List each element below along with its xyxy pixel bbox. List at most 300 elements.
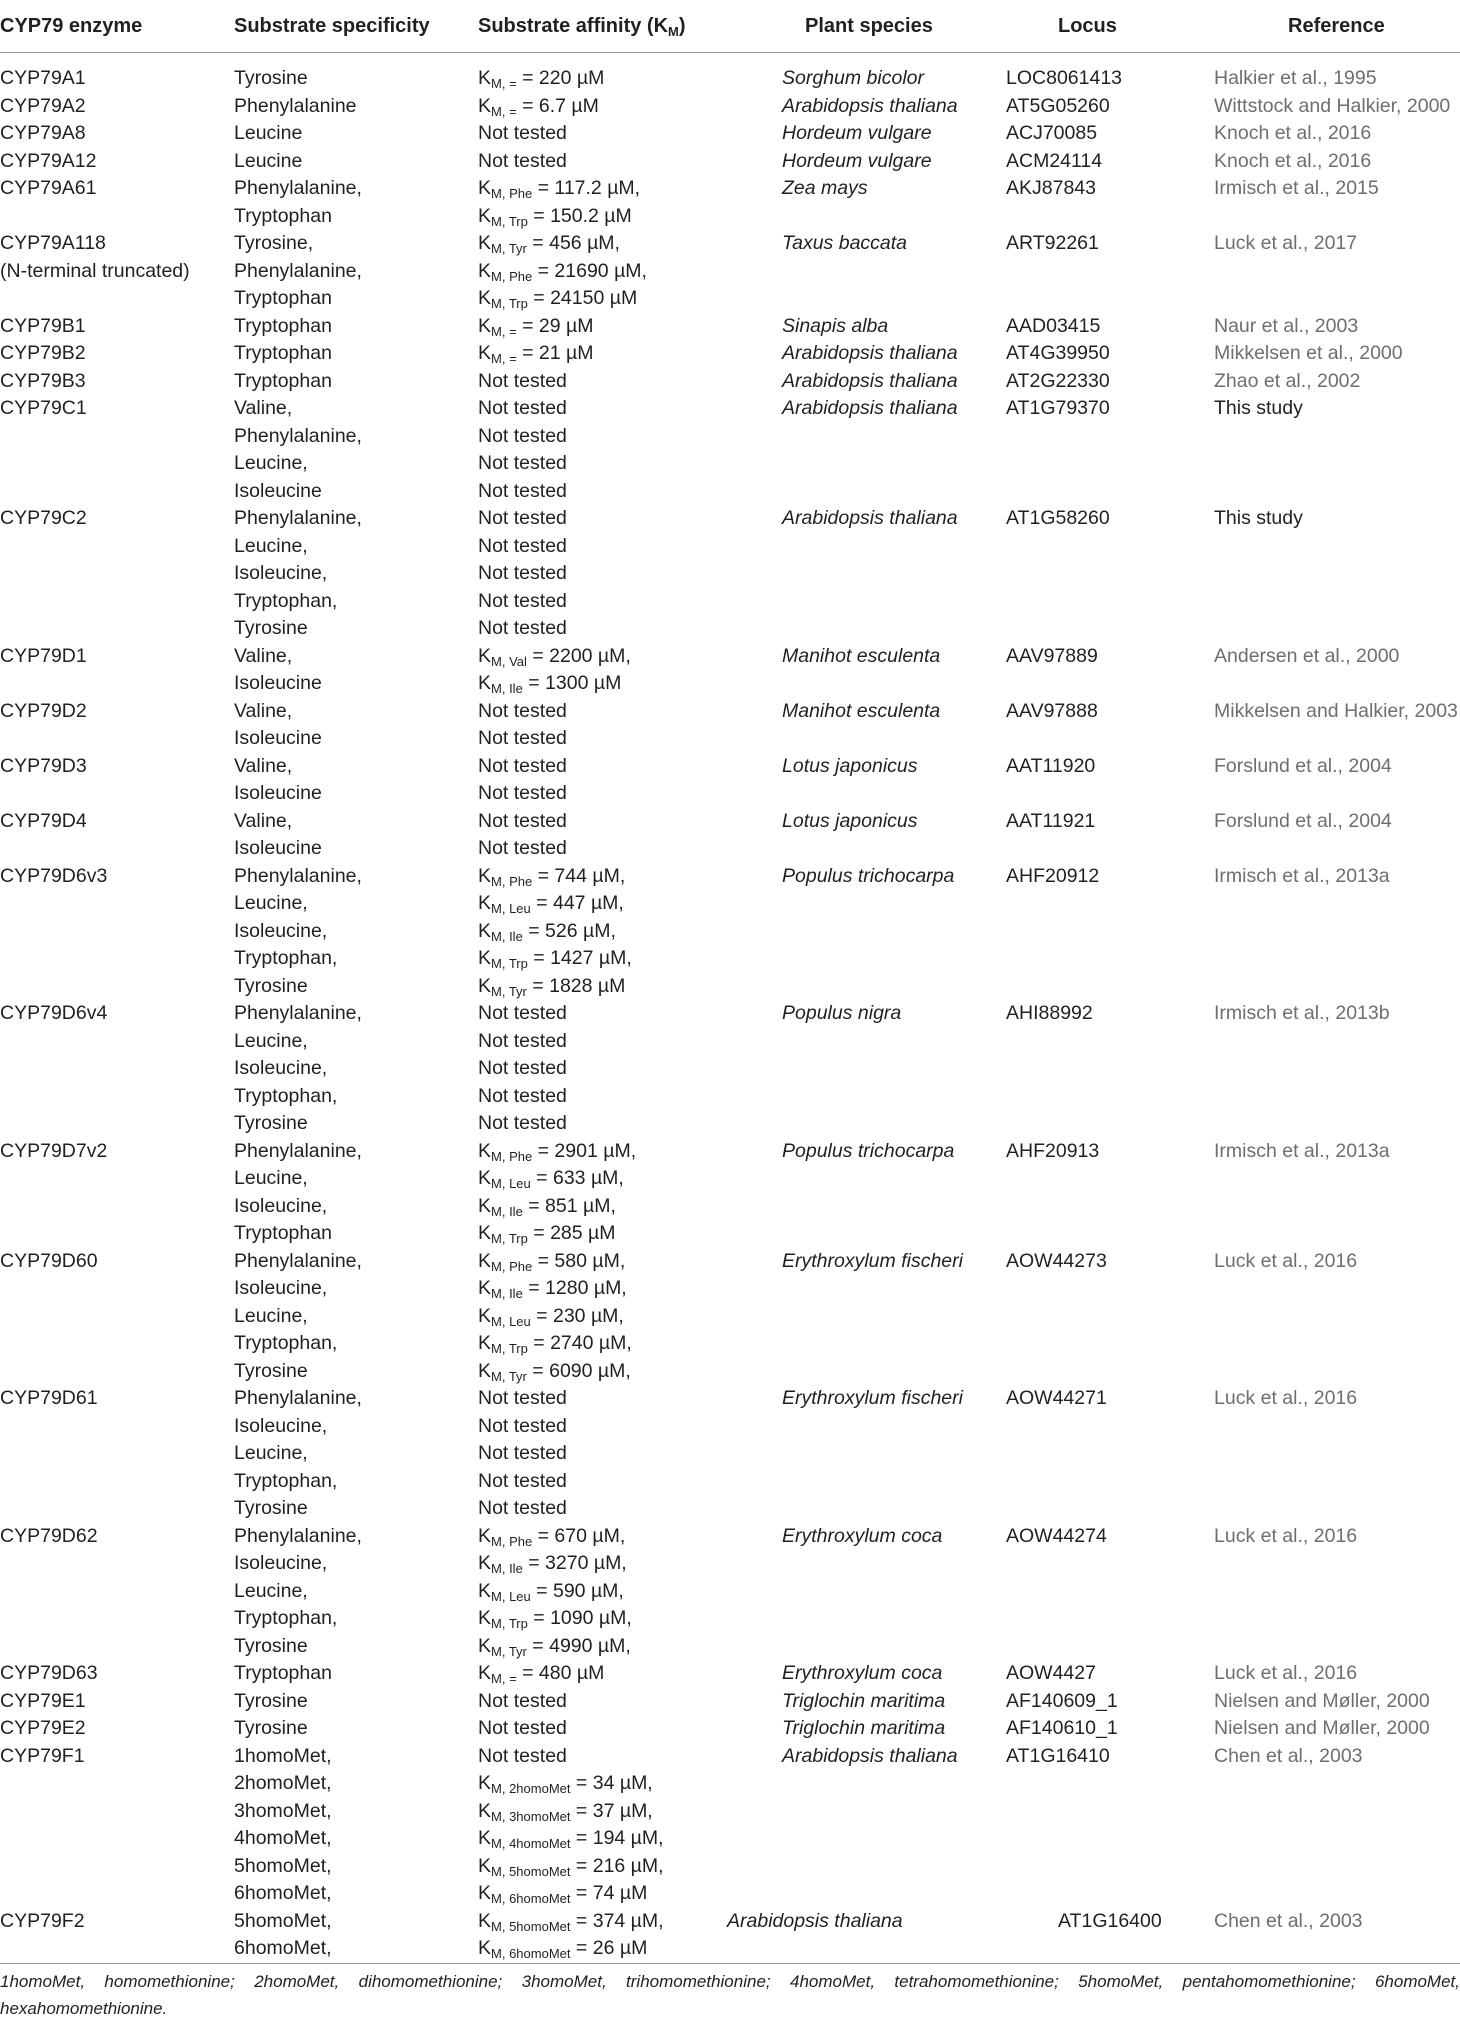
table-row <box>0 148 1460 176</box>
cell-species: Erythroxylum fischeri <box>782 1387 963 1409</box>
cell-substrate: Isoleucine, <box>234 1057 328 1079</box>
table-row <box>0 918 1460 946</box>
km-symbol: K <box>478 1524 492 1547</box>
table-row <box>0 890 1460 918</box>
km-subscript: M, Ile <box>491 928 523 944</box>
cell-affinity: Not tested <box>478 1084 567 1107</box>
cell-substrate: Leucine, <box>234 1579 308 1602</box>
cell-species: Arabidopsis thaliana <box>782 507 958 529</box>
table-row <box>0 340 1460 368</box>
cell-enzyme: CYP79A1 <box>0 67 86 89</box>
cell-enzyme: CYP79A8 <box>0 122 86 144</box>
cell-affinity: Not tested <box>478 1717 567 1739</box>
km-symbol: K <box>478 67 492 89</box>
cell-species: Hordeum vulgare <box>782 122 932 144</box>
km-value: = 851 µM, <box>522 1194 616 1217</box>
km-subscript: M, Tyr <box>491 1368 527 1384</box>
cell-affinity: Not tested <box>478 122 567 144</box>
km-value: = 216 µM, <box>570 1854 664 1877</box>
cell-enzyme: CYP79C1 <box>0 397 87 419</box>
cell-reference: Luck et al., 2017 <box>1214 232 1358 254</box>
cell-substrate: Tryptophan <box>234 369 332 392</box>
cell-affinity <box>478 340 593 368</box>
cell-affinity: Not tested <box>478 617 567 639</box>
cell-affinity <box>478 1248 625 1276</box>
cell-substrate: Tryptophan, <box>234 589 338 612</box>
km-value: = 3270 µM, <box>522 1552 627 1574</box>
header-affinity-text: Substrate affinity (K <box>478 15 669 37</box>
cell-substrate: Tryptophan, <box>234 1084 338 1107</box>
km-symbol: K <box>478 314 492 337</box>
cell-affinity: Not tested <box>478 424 567 447</box>
table-row <box>0 1275 1460 1303</box>
km-symbol: K <box>478 1799 492 1822</box>
km-symbol: K <box>478 287 492 309</box>
cell-species: Arabidopsis thaliana <box>727 1909 903 1932</box>
cell-affinity <box>478 230 620 258</box>
cell-locus: AHI88992 <box>1006 1002 1093 1024</box>
cell-reference: Forslund et al., 2004 <box>1214 809 1392 832</box>
cell-substrate: Tyrosine <box>234 1112 308 1134</box>
cell-substrate: Isoleucine, <box>234 1552 328 1574</box>
cell-substrate: Isoleucine, <box>234 562 328 584</box>
cell-species: Arabidopsis thaliana <box>782 94 958 117</box>
table-row <box>0 863 1460 891</box>
cell-enzyme: CYP79A61 <box>0 177 97 199</box>
table-row <box>0 1550 1460 1578</box>
cell-substrate: Valine, <box>234 699 293 722</box>
cell-affinity <box>478 1770 653 1798</box>
cell-enzyme: CYP79A118 <box>0 232 106 254</box>
km-subscript: M, Val <box>491 653 527 669</box>
table-row <box>0 505 1460 533</box>
km-symbol: K <box>478 1222 492 1244</box>
cell-substrate: 5homoMet, <box>234 1854 332 1877</box>
cell-reference: Knoch et al., 2016 <box>1214 149 1372 172</box>
km-subscript: M, Trp <box>491 213 528 229</box>
table-row <box>0 1083 1460 1111</box>
table-row <box>0 698 1460 726</box>
header-substrate: Substrate specificity <box>234 15 430 37</box>
cell-substrate: Isoleucine <box>234 672 322 694</box>
km-symbol: K <box>478 974 492 997</box>
cell-substrate: Tryptophan <box>234 287 332 309</box>
cell-substrate: Valine, <box>234 397 293 419</box>
cell-enzyme: CYP79B2 <box>0 342 86 364</box>
km-subscript: M, Ile <box>491 1561 523 1576</box>
table-row <box>0 1000 1460 1028</box>
cell-substrate: Tyrosine <box>234 974 308 997</box>
table-row <box>0 560 1460 588</box>
cell-substrate: Phenylalanine, <box>234 1139 362 1162</box>
km-value: = 74 µM <box>570 1882 648 1904</box>
cell-substrate: Tryptophan, <box>234 947 338 969</box>
cell-affinity <box>478 973 625 1001</box>
table-row <box>0 973 1460 1001</box>
cell-substrate: Tryptophan <box>234 204 332 227</box>
table-row <box>0 1385 1460 1413</box>
cell-affinity: Not tested <box>478 1497 567 1519</box>
cell-substrate: 2homoMet, <box>234 1772 332 1794</box>
km-symbol: K <box>478 204 492 227</box>
table-row <box>0 1715 1460 1743</box>
cell-species: Lotus japonicus <box>782 754 918 777</box>
cell-affinity: Not tested <box>478 562 567 584</box>
table-header-row <box>0 0 1460 53</box>
cell-substrate: 1homoMet, <box>234 1744 332 1767</box>
km-subscript: M, Tyr <box>491 241 527 256</box>
cell-enzyme: CYP79F1 <box>0 1744 85 1767</box>
cell-substrate: Phenylalanine, <box>234 1002 362 1024</box>
table-row <box>0 120 1460 148</box>
table-row <box>0 533 1460 561</box>
km-value: = 456 µM, <box>526 232 620 254</box>
cell-enzyme: CYP79D4 <box>0 809 87 832</box>
table-row <box>0 285 1460 313</box>
cell-affinity <box>478 670 621 698</box>
cell-enzyme: CYP79D6v4 <box>0 1002 108 1024</box>
table-row <box>0 1605 1460 1633</box>
cell-affinity <box>478 1303 624 1331</box>
km-subscript: M, Ile <box>491 1286 523 1301</box>
km-subscript: M, Phe <box>491 1533 533 1549</box>
table-row <box>0 1770 1460 1798</box>
cell-affinity: Not tested <box>478 1057 567 1079</box>
table-bottom-rule <box>0 1963 1460 1964</box>
km-subscript: M, 6homoMet <box>491 1946 571 1961</box>
cell-species: Sorghum bicolor <box>782 67 924 89</box>
cell-substrate: Isoleucine, <box>234 919 328 942</box>
km-symbol: K <box>478 1854 492 1877</box>
cell-affinity: Not tested <box>478 369 567 392</box>
cell-affinity: Not tested <box>478 1387 567 1409</box>
cell-affinity <box>478 918 616 946</box>
cell-affinity <box>478 1165 624 1193</box>
cell-affinity: Not tested <box>478 1469 567 1492</box>
table-row <box>0 395 1460 423</box>
cell-species: Erythroxylum coca <box>782 1662 943 1684</box>
km-value: = 285 µM <box>527 1222 616 1244</box>
table-row <box>0 258 1460 286</box>
cell-affinity: Not tested <box>478 782 567 804</box>
km-subscript: M, 6homoMet <box>491 1891 571 1906</box>
km-value: = 526 µM, <box>522 919 616 942</box>
cell-affinity <box>478 890 624 918</box>
km-subscript: M, Ile <box>491 681 523 696</box>
cell-species: Zea mays <box>782 177 868 199</box>
cell-affinity <box>478 1908 664 1936</box>
cell-enzyme: CYP79A2 <box>0 94 86 117</box>
cell-locus: AOW4427 <box>1006 1662 1096 1684</box>
cell-enzyme: CYP79D62 <box>0 1524 98 1547</box>
cell-substrate: Tyrosine, <box>234 232 314 254</box>
km-subscript: M, = <box>491 323 517 339</box>
cell-affinity <box>478 1605 632 1633</box>
table-row <box>0 450 1460 478</box>
cell-reference: Luck et al., 2016 <box>1214 1662 1358 1684</box>
cell-enzyme: CYP79B3 <box>0 369 86 392</box>
cell-substrate: Isoleucine <box>234 782 322 804</box>
table-row <box>0 1798 1460 1826</box>
km-value: = 6.7 µM <box>516 94 599 117</box>
cell-reference: Nielsen and Møller, 2000 <box>1214 1689 1430 1712</box>
km-symbol: K <box>478 177 492 199</box>
table-row <box>0 1358 1460 1386</box>
cell-substrate: Leucine, <box>234 452 308 474</box>
cell-substrate: Isoleucine <box>234 479 322 502</box>
table-row <box>0 1220 1460 1248</box>
cell-reference: Naur et al., 2003 <box>1214 314 1359 337</box>
cell-reference: Irmisch et al., 2015 <box>1214 177 1379 199</box>
cell-substrate: Leucine, <box>234 1167 308 1189</box>
table-row <box>0 753 1460 781</box>
cell-reference: Forslund et al., 2004 <box>1214 754 1392 777</box>
km-symbol: K <box>478 259 492 282</box>
cell-substrate: Tyrosine <box>234 67 308 89</box>
table-row <box>0 1248 1460 1276</box>
cell-affinity <box>478 1330 632 1358</box>
cell-locus: AT1G58260 <box>1006 507 1110 529</box>
km-symbol: K <box>478 1937 492 1959</box>
cell-enzyme: CYP79D7v2 <box>0 1139 108 1162</box>
table-row <box>0 725 1460 753</box>
cell-substrate: Valine, <box>234 754 293 777</box>
cell-affinity <box>478 1358 631 1386</box>
cell-locus: ART92261 <box>1006 232 1099 254</box>
km-symbol: K <box>478 947 492 969</box>
km-value: = 194 µM, <box>570 1827 664 1849</box>
cell-affinity <box>478 1578 624 1606</box>
cell-substrate: Tryptophan, <box>234 1607 338 1629</box>
cell-affinity: Not tested <box>478 397 567 419</box>
table-row <box>0 1303 1460 1331</box>
cell-locus: AT1G16410 <box>1006 1744 1110 1767</box>
cell-affinity <box>478 313 593 341</box>
cell-substrate: Isoleucine, <box>234 1277 328 1299</box>
cell-substrate: Tryptophan <box>234 314 332 337</box>
table-row <box>0 1908 1460 1936</box>
cell-locus: AT5G05260 <box>1006 94 1110 117</box>
km-symbol: K <box>478 1359 492 1382</box>
cell-reference: Chen et al., 2003 <box>1214 1909 1363 1932</box>
cell-species: Manihot esculenta <box>782 644 941 667</box>
table-row <box>0 643 1460 671</box>
table-row <box>0 945 1460 973</box>
cell-species: Manihot esculenta <box>782 699 941 722</box>
cell-affinity <box>478 1523 625 1551</box>
cell-affinity <box>478 1138 636 1166</box>
cell-substrate: Tryptophan, <box>234 1332 338 1354</box>
table-row <box>0 1440 1460 1468</box>
table-row <box>0 1743 1460 1771</box>
cell-species: Triglochin maritima <box>782 1689 946 1712</box>
km-symbol: K <box>478 919 492 942</box>
km-value: = 117.2 µM, <box>532 177 641 199</box>
km-symbol: K <box>478 232 492 254</box>
km-value: = 6090 µM, <box>526 1359 631 1382</box>
table-row <box>0 1853 1460 1881</box>
cell-affinity <box>478 863 625 891</box>
table-row <box>0 1880 1460 1908</box>
cell-locus: AT4G39950 <box>1006 342 1110 364</box>
km-subscript: M, Trp <box>491 1616 528 1631</box>
table-row <box>0 230 1460 258</box>
cell-reference: Halkier et al., 1995 <box>1214 67 1377 89</box>
km-symbol: K <box>478 1249 492 1272</box>
table-row <box>0 423 1460 451</box>
cell-species: Populus nigra <box>782 1002 902 1024</box>
km-subscript: M, Tyr <box>491 1643 527 1659</box>
table-row <box>0 1110 1460 1138</box>
cell-reference: Wittstock and Halkier, 2000 <box>1214 94 1451 117</box>
km-symbol: K <box>478 864 492 887</box>
cell-affinity: Not tested <box>478 479 567 502</box>
table-row <box>0 808 1460 836</box>
km-value: = 4990 µM, <box>526 1634 631 1657</box>
cell-affinity <box>478 1275 627 1303</box>
table-row <box>0 313 1460 341</box>
cell-affinity: Not tested <box>478 1414 567 1437</box>
cell-affinity <box>478 1853 664 1881</box>
km-value: = 1280 µM, <box>522 1277 627 1299</box>
km-subscript: M, Leu <box>491 1176 531 1191</box>
km-symbol: K <box>478 1304 492 1327</box>
table-row <box>0 1468 1460 1496</box>
table-row <box>0 1138 1460 1166</box>
km-symbol: K <box>478 1607 492 1629</box>
cell-affinity <box>478 1220 616 1248</box>
cell-substrate: 5homoMet, <box>234 1909 332 1932</box>
table-row <box>0 1055 1460 1083</box>
km-subscript: M, = <box>491 76 517 91</box>
cell-locus: AT1G79370 <box>1006 397 1110 419</box>
header-reference: Reference <box>1288 15 1385 37</box>
table-row <box>0 93 1460 121</box>
km-value: = 744 µM, <box>532 864 626 887</box>
cell-substrate: Tyrosine <box>234 1359 308 1382</box>
km-subscript: M, Phe <box>491 1258 533 1274</box>
cell-species: Taxus baccata <box>782 232 908 254</box>
cell-species: Triglochin maritima <box>782 1717 946 1739</box>
cell-enzyme: CYP79D61 <box>0 1387 98 1409</box>
km-symbol: K <box>478 672 492 694</box>
table-row <box>0 1413 1460 1441</box>
km-value: = 1427 µM, <box>527 947 632 969</box>
cell-locus: ACJ70085 <box>1006 122 1098 144</box>
cell-reference: Luck et al., 2016 <box>1214 1524 1358 1547</box>
table-row <box>0 1688 1460 1716</box>
cell-enzyme: CYP79F2 <box>0 1909 85 1932</box>
cell-species: Populus trichocarpa <box>782 1139 955 1162</box>
cell-substrate: Phenylalanine, <box>234 864 362 887</box>
cell-affinity: Not tested <box>478 507 567 529</box>
cell-substrate: Isoleucine, <box>234 1414 328 1437</box>
km-subscript: M, Trp <box>491 1341 528 1356</box>
table-row <box>0 1660 1460 1688</box>
km-value: = 26 µM <box>570 1937 648 1959</box>
table-row <box>0 615 1460 643</box>
km-symbol: K <box>478 1882 492 1904</box>
km-symbol: K <box>478 1579 492 1602</box>
cell-affinity <box>478 945 632 973</box>
km-value: = 29 µM <box>516 314 594 337</box>
cell-substrate: Leucine, <box>234 534 308 557</box>
cell-reference: Zhao et al., 2002 <box>1214 369 1361 392</box>
km-subscript: M, Trp <box>491 956 528 971</box>
km-value: = 21690 µM, <box>532 259 647 282</box>
cell-affinity: Not tested <box>478 837 567 859</box>
km-subscript: M, 5homoMet <box>491 1863 571 1879</box>
km-symbol: K <box>478 1662 492 1684</box>
cell-substrate: Phenylalanine, <box>234 259 362 282</box>
cell-substrate: Valine, <box>234 644 293 667</box>
table-row <box>0 1165 1460 1193</box>
header-enzyme: CYP79 enzyme <box>0 15 143 37</box>
cell-enzyme: CYP79B1 <box>0 314 86 337</box>
km-value: = 670 µM, <box>532 1524 626 1547</box>
cell-affinity: Not tested <box>478 1744 567 1767</box>
cell-reference: Mikkelsen et al., 2000 <box>1214 342 1403 364</box>
km-subscript: M, Trp <box>491 296 528 311</box>
cell-enzyme: CYP79D6v3 <box>0 864 108 887</box>
cell-locus: AT2G22330 <box>1006 369 1110 392</box>
km-subscript: M, 5homoMet <box>491 1918 571 1934</box>
km-symbol: K <box>478 342 492 364</box>
cell-substrate: Valine, <box>234 809 293 832</box>
km-value: = 34 µM, <box>570 1772 653 1794</box>
cell-affinity: Not tested <box>478 452 567 474</box>
km-value: = 374 µM, <box>570 1909 664 1932</box>
cell-affinity: Not tested <box>478 699 567 722</box>
km-value: = 633 µM, <box>530 1167 624 1189</box>
cell-enzyme: CYP79D63 <box>0 1662 98 1684</box>
km-subscript: M, 4homoMet <box>491 1836 571 1851</box>
km-subscript: M, Tyr <box>491 983 527 999</box>
cell-substrate: Phenylalanine, <box>234 177 362 199</box>
table-row <box>0 1935 1460 1963</box>
table-row <box>0 478 1460 506</box>
cell-locus: AF140610_1 <box>1006 1717 1118 1739</box>
km-value: = 230 µM, <box>530 1304 624 1327</box>
cell-locus: AF140609_1 <box>1006 1689 1118 1712</box>
km-subscript: M, = <box>491 1671 517 1686</box>
cell-reference: This study <box>1214 397 1303 419</box>
cell-substrate: Leucine, <box>234 1304 308 1327</box>
km-symbol: K <box>478 94 492 117</box>
cell-reference: Andersen et al., 2000 <box>1214 644 1400 667</box>
table-row <box>0 368 1460 396</box>
km-symbol: K <box>478 1332 492 1354</box>
km-subscript: M, Leu <box>491 1313 531 1329</box>
cell-affinity <box>478 175 640 203</box>
km-symbol: K <box>478 1827 492 1849</box>
cell-locus: AAV97889 <box>1006 644 1098 667</box>
cell-affinity <box>478 1550 627 1578</box>
table-row <box>0 780 1460 808</box>
cell-substrate: 6homoMet, <box>234 1937 332 1959</box>
cell-affinity: Not tested <box>478 727 567 749</box>
km-symbol: K <box>478 1634 492 1657</box>
cell-enzyme: CYP79D1 <box>0 644 87 667</box>
table-row <box>0 835 1460 863</box>
cell-affinity <box>478 65 604 93</box>
cell-affinity <box>478 1825 664 1853</box>
km-value: = 1828 µM <box>526 974 626 997</box>
km-value: = 447 µM, <box>530 892 624 914</box>
cell-substrate: Tyrosine <box>234 1497 308 1519</box>
cell-substrate: Tryptophan, <box>234 1469 338 1492</box>
km-subscript: M, Leu <box>491 1588 531 1604</box>
